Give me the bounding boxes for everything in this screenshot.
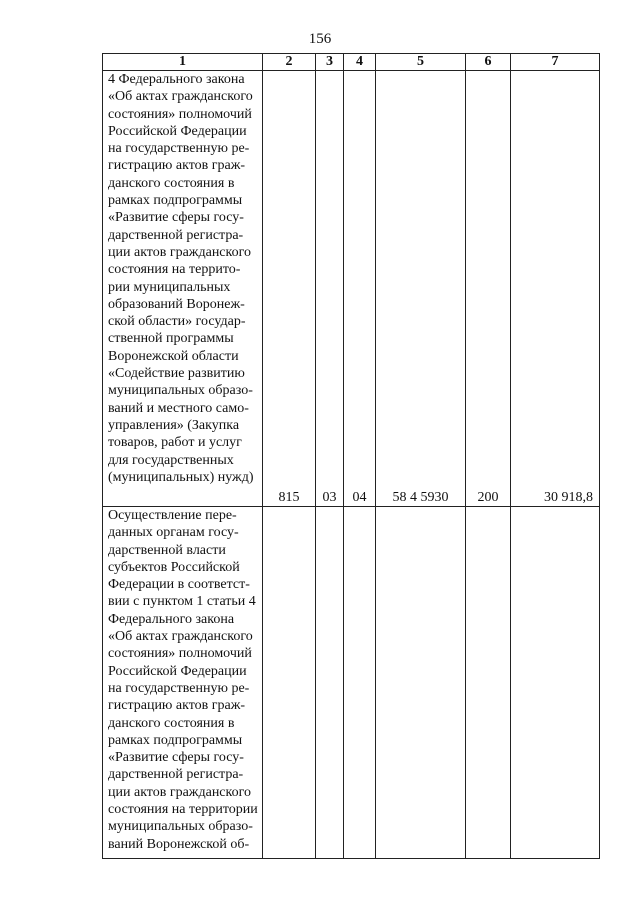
row-cell-col5: 58 4 5930	[376, 71, 466, 507]
row-cell-col3	[316, 507, 344, 859]
table-row	[103, 507, 600, 859]
column-header-1: 1	[103, 54, 263, 71]
row-cell-col3: 03	[316, 71, 344, 507]
row-cell-col7	[511, 507, 600, 859]
header-row	[103, 54, 600, 71]
row-cell-col7: 30 918,8	[511, 71, 600, 507]
row-description: Осуществление пере- данных органам госу- дарственной власти субъектов Российской Федерации в соответст- вии с пунктом 1 статьи 4 Федерального закона «Об актах гражданского состояния» полномочий Российской Федерации на государственную ре- гистрацию актов граж- данского состояния в рамках подпрограммы «Развитие сферы госу- дарственной регистра- ции актов гражданского состояния на территории муниципальных образо- ваний Воронежской об-	[103, 507, 263, 859]
column-header-3: 3	[316, 54, 344, 71]
row-cell-col2: 815	[263, 71, 316, 507]
row-cell-col5	[376, 507, 466, 859]
page-number: 156	[308, 31, 332, 47]
table-row	[103, 71, 600, 507]
row-cell-col6	[466, 507, 511, 859]
column-header-7: 7	[511, 54, 600, 71]
budget-table	[102, 53, 600, 859]
column-header-6: 6	[466, 54, 511, 71]
row-description: 4 Федерального закона «Об актах гражданского состояния» полномочий Российской Федерации на государственную ре- гистрацию актов граж- данского состояния в рамках подпрограммы «Развитие сферы госу- дарственной регистра- ции актов гражданского состояния на террито- рии муниципальных образований Воронеж- ской области» государ- ственной программы Воронежской области «Содействие развитию муниципальных образо- ваний и местного само- управления» (Закупка товаров, работ и услуг для государственных (муниципальных) нужд)	[103, 71, 263, 507]
row-cell-col4	[344, 507, 376, 859]
row-cell-col4: 04	[344, 71, 376, 507]
row-cell-col6: 200	[466, 71, 511, 507]
column-header-5: 5	[376, 54, 466, 71]
column-header-4: 4	[344, 54, 376, 71]
row-cell-col2	[263, 507, 316, 859]
column-header-2: 2	[263, 54, 316, 71]
